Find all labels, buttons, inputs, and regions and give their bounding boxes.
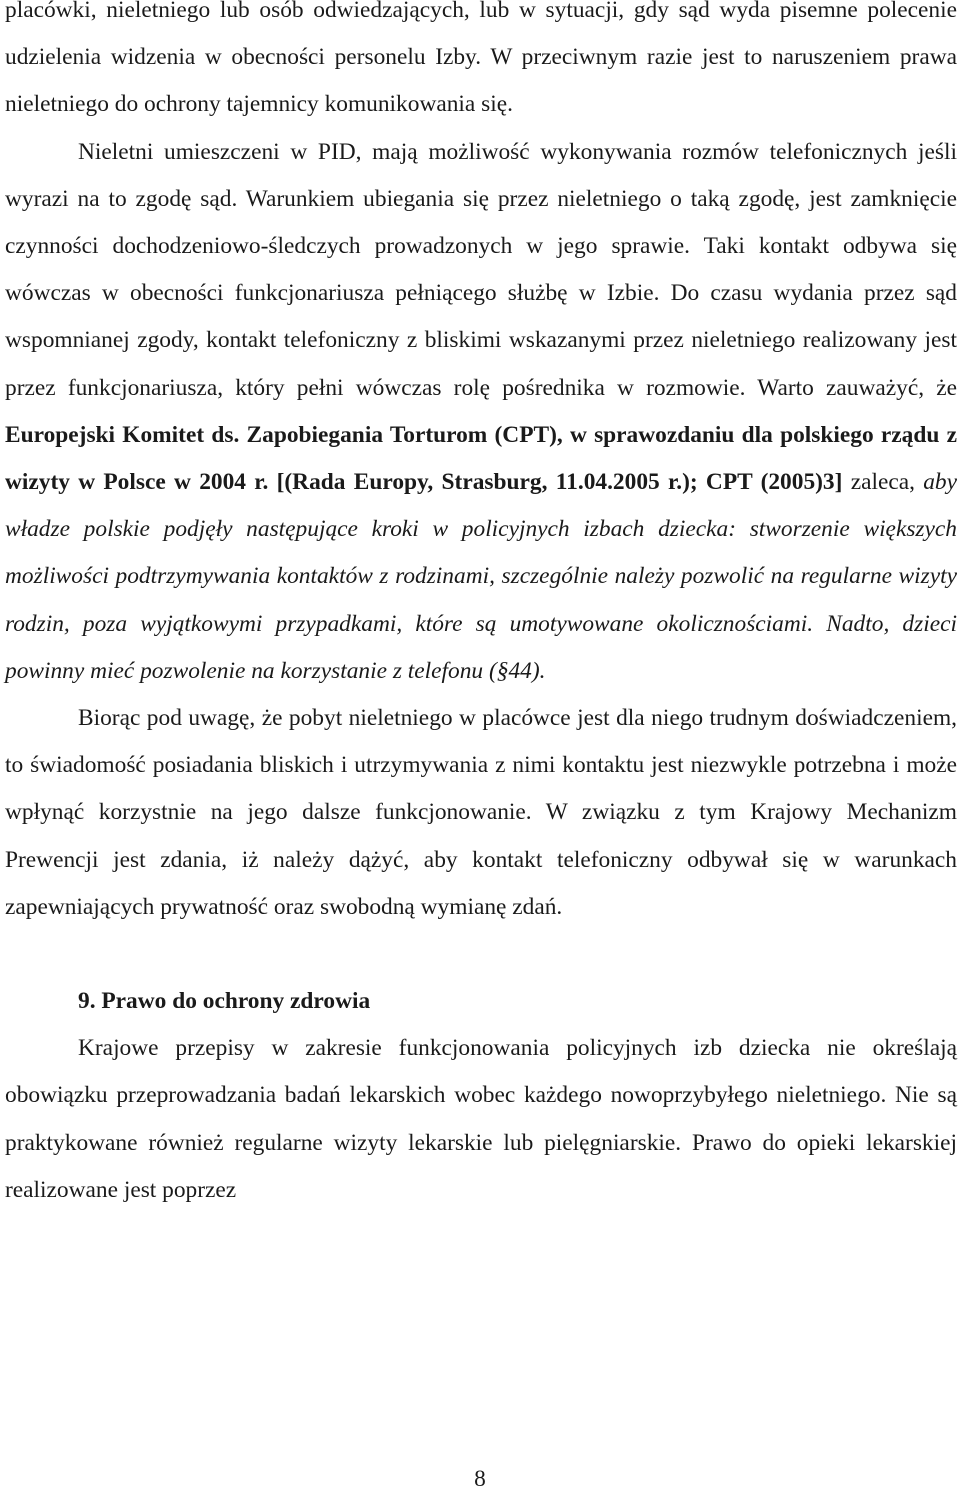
document-page	[5, 0, 957, 1214]
paragraph-text: zaleca,	[842, 469, 924, 496]
page-number: 8	[474, 1466, 486, 1492]
cpt-reference: Europejski Komitet ds. Zapobiegania Torturom (CPT), w sprawozdaniu dla polskiego rządu z wizyty w Polsce w 2004 r. [(Rada Europy, Strasburg, 11.04.2005 r.); CPT (2005)3]	[5, 421, 957, 496]
cpt-recommendation-quote: aby władze polskie podjęły następujące kroki w policyjnych izbach dziecka: stworzenie większych możliwości podtrzymywania kontaktów z rodzinami, szczególnie należy pozwolić na regularne wizyty rodzin, poza wyjątkowymi przypadkami, które są umotywowane okolicznościami. Nadto, dzieci powinny mieć pozwolenie na korzystanie z telefonu (§44).	[5, 469, 958, 684]
paragraph-phone-calls	[5, 129, 957, 695]
paragraph-kmp-opinion: Biorąc pod uwagę, że pobyt nieletniego w placówce jest dla niego trudnym doświadczeniem, to świadomość posiadania bliskich i utrzymywania z nimi kontaktu jest niezwykle potrzebna i może wpłynąć korzystnie na jego dalsze funkcjonowanie. W związku z tym Krajowy Mechanizm Prewencji jest zdania, iż należy dążyć, aby kontakt telefoniczny odbywał się w warunkach zapewniających prywatność oraz swobodną wymianę zdań.	[5, 705, 957, 920]
paragraph-text: Nieletni umieszczeni w PID, mają możliwość wykonywania rozmów telefonicznych jeśli wyrazi na to zgodę sąd. Warunkiem ubiegania się przez nieletniego o taką zgodę, jest zamknięcie czynności dochodzeniowo-śledczych prowadzonych w jego sprawie. Taki kontakt odbywa się wówczas w obecności funkcjonariusza pełniącego służbę w Izbie. Do czasu wydania przez sąd wspomnianej zgody, kontakt telefoniczny z bliskimi wskazanymi przez nieletniego realizowany jest przez funkcjonariusza, który pełni wówczas rolę pośrednika w rozmowie. Warto zauważyć, że	[5, 138, 957, 401]
paragraph-health: Krajowe przepisy w zakresie funkcjonowania policyjnych izb dziecka nie określają obowiązku przeprowadzania badań lekarskich wobec każdego nowoprzybyłego nieletniego. Nie są praktykowane również regularne wizyty lekarskie lub pielęgniarskie. Prawo do opieki lekarskiej realizowane jest poprzez	[5, 1035, 957, 1203]
paragraph-continuation: placówki, nieletniego lub osób odwiedzających, lub w sytuacji, gdy sąd wyda pisemne polecenie udzielenia widzenia w obecności personelu Izby. W przeciwnym razie jest to naruszeniem prawa nieletniego do ochrony tajemnicy komunikowania się.	[5, 0, 957, 118]
section-heading: 9. Prawo do ochrony zdrowia	[78, 988, 371, 1015]
